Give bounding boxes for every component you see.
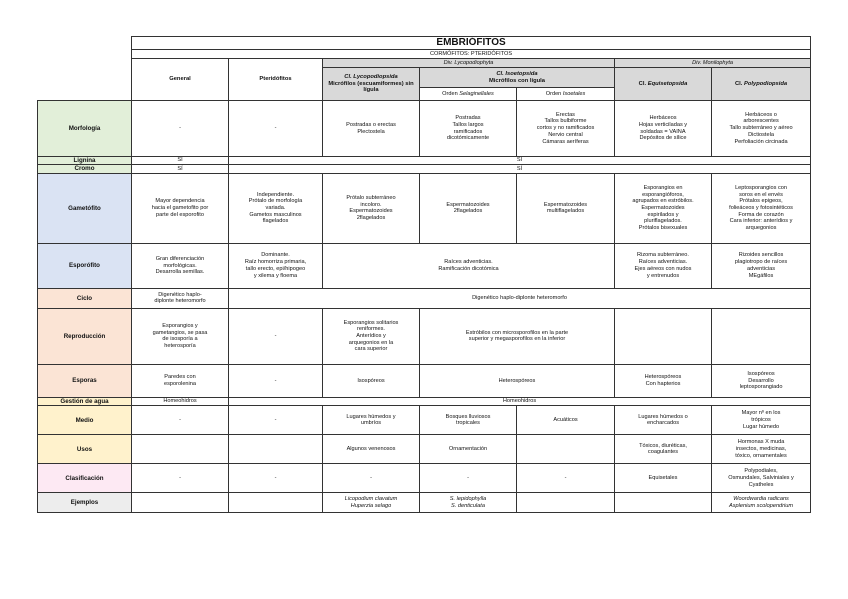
cell-line: Huperzia selago [350, 502, 392, 509]
cell-line: Asplenium scolopendrium [729, 502, 794, 509]
cell-line: flagelados [262, 218, 289, 225]
cell-line: folieáceos y fotosintéticos [729, 205, 793, 212]
cell-line: Erectas [556, 111, 575, 118]
orden-selaginellales: Orden Selaginellales [420, 88, 517, 101]
medio-pterido: - [229, 406, 323, 435]
cell-line: Depósitos de sílice [639, 135, 687, 142]
row-label-esporas: Esporas [38, 364, 132, 397]
cell-line: y entrenudos [646, 272, 680, 279]
reproduccion-poly [712, 308, 811, 364]
cell-line: Prótalo subterráneo [346, 194, 396, 201]
cell-line: Rizoma subterráneo. [637, 252, 689, 259]
table-subtitle: CORMÓFITOS: PTERIDÓFITOS [132, 50, 811, 59]
medio-sela [420, 406, 517, 435]
clasificacion-lyco: - [323, 464, 420, 493]
morfologia-sela [420, 101, 517, 157]
row-morfologia [38, 101, 811, 157]
usos-equi [615, 435, 712, 464]
cell-line: Con hapterios [645, 380, 681, 387]
row-esporas [38, 364, 811, 397]
row-label-morfologia: Morfología [38, 101, 132, 157]
cell-line: Tallo subterráneo y aéreo [729, 125, 793, 132]
cell-line: adventicias [747, 265, 776, 272]
cell-line: tallo erecto, epi/hipogeo [245, 265, 306, 272]
cell-line: diplonte heteromorfo [154, 298, 206, 305]
cell-line: 2flagelados [356, 215, 386, 222]
orden-isoetales: Orden Isoetales [517, 88, 615, 101]
clasificacion-general: - [132, 464, 229, 493]
morfologia-equi [615, 101, 712, 157]
cell-line: Digenético haplo- [158, 291, 202, 298]
cell-line: Estróbilos con microsporofilos en la parte [465, 329, 569, 336]
row-label-usos: Usos [38, 435, 132, 464]
cell-line: de isosporía a [162, 336, 198, 343]
cell-line: Cyatheles [748, 481, 774, 488]
row-reproduccion [38, 308, 811, 364]
cell-line: Paredes con [164, 374, 196, 381]
ciclo-general [132, 288, 229, 308]
row-label-gametofito: Gametófito [38, 173, 132, 243]
clasificacion-equi: Equisetales [615, 464, 712, 493]
ejemplos-lyco [323, 493, 420, 513]
cell-line: Espermatozoides [543, 201, 588, 208]
cell-line: Esporangios y [162, 322, 198, 329]
cell-line: Espermatozoides [349, 208, 393, 215]
cell-line: soldadas = VAINA [640, 128, 686, 135]
ejemplos-equi [615, 493, 712, 513]
morfologia-poly [712, 101, 811, 157]
cell-line: y xilema y floema [253, 272, 298, 279]
cell-line: Ramificación dicotómica [438, 265, 499, 272]
cell-line: Isospóreos [747, 370, 775, 377]
medio-general: - [132, 406, 229, 435]
cell-line: 2flagelados [453, 208, 483, 215]
cell-line: Licopodium clavatum [344, 496, 398, 503]
row-esporofito [38, 243, 811, 288]
cell-line: tóxico, ornamentales [735, 452, 787, 459]
esporas-poly [712, 364, 811, 397]
cell-line: coagulantes [647, 449, 679, 456]
clasificacion-isoe: - [517, 464, 615, 493]
ejemplos-pterido [229, 493, 323, 513]
row-label-cromo: Cromo [38, 165, 132, 173]
cell-line: Bosques lluviosos [445, 413, 491, 420]
cell-line: Dictiostela [748, 131, 774, 138]
cell-line: arborescentes [743, 118, 779, 125]
cell-line: Postradas o erectas [346, 121, 396, 128]
cell-line: Heterospóreos [644, 374, 682, 381]
clasificacion-poly [712, 464, 811, 493]
usos-general [132, 435, 229, 464]
cell-line: incoloro. [360, 201, 382, 208]
cell-line: MEgáfilos [748, 272, 774, 279]
cell-line: Hojas verticiladas y [638, 121, 688, 128]
cell-line: Perfoliación circinada [734, 138, 788, 145]
cell-line: espirilados y [647, 211, 679, 218]
cromo-general: SÍ [132, 165, 229, 173]
cell-line: Desarrolla semillas. [155, 269, 205, 276]
row-ejemplos [38, 493, 811, 513]
row-label-reproduccion: Reproducción [38, 308, 132, 364]
cell-line: S. denticulata [451, 502, 485, 509]
cell-line: Prótalo de morfología [248, 198, 303, 205]
row-agua [38, 397, 811, 405]
cell-line: cortos y no ramificados [536, 125, 595, 132]
cell-line: superior y megasporofilos en la inferior [468, 336, 566, 343]
medio-isoe: Acuáticos [517, 406, 615, 435]
cell-line: cara superior [354, 346, 388, 353]
cell-line: ramificados [453, 128, 483, 135]
cell-line: reniformes. [357, 326, 385, 333]
cell-line: Independiente. [256, 191, 294, 198]
lignina-general: SÍ [132, 157, 229, 165]
col-general: General [132, 59, 229, 101]
table-title: EMBRIÓFITOS [132, 37, 811, 50]
morfologia-general: - [132, 101, 229, 157]
row-label-ciclo: Ciclo [38, 288, 132, 308]
cell-line: tropicales [456, 420, 480, 427]
ejemplos-sela [420, 493, 517, 513]
ejemplos-poly [712, 493, 811, 513]
usos-pterido [229, 435, 323, 464]
cell-line: Cámaras aeríferas [542, 138, 589, 145]
cell-line: arquegonios en la [348, 339, 394, 346]
cell-line: esporangióforos, [642, 191, 684, 198]
morfologia-pterido: - [229, 101, 323, 157]
gametofito-lyco [323, 173, 420, 243]
row-gametofito [38, 173, 811, 243]
ejemplos-isoe [517, 493, 615, 513]
reproduccion-lyco [323, 308, 420, 364]
cl-equisetopsida: Cl. Equisetopsida [615, 68, 712, 101]
cell-line: Lugares húmedos y [346, 413, 396, 420]
cell-line: Hormonas X muda [737, 439, 785, 446]
usos-poly [712, 435, 811, 464]
cell-line: Ejes aéreos con nudos [634, 265, 692, 272]
usos-lyco: Algunos venenosos [323, 435, 420, 464]
cromo-rest: SÍ [229, 165, 811, 173]
row-label-lignina: Lignina [38, 157, 132, 165]
clasificacion-sela: - [420, 464, 517, 493]
cell-line: Forma de corazón [738, 211, 784, 218]
esporofito-equi [615, 243, 712, 288]
cell-line: S. lepidophylla [449, 496, 487, 503]
ciclo-rest: Digenético haplo-diplonte heteromorfo [229, 288, 811, 308]
lignina-rest: SÍ [229, 157, 811, 165]
cell-line: esporolenina [163, 380, 197, 387]
ejemplos-general [132, 493, 229, 513]
cell-line: Osmundales, Salviniales y [728, 474, 794, 481]
cell-line: multiflagelados [546, 208, 585, 215]
cl-lycopodiopsida: Cl. Lycopodiopsida Micrófilos (escuamiformes) sin lígula [323, 68, 420, 101]
esporofito-pterido [229, 243, 323, 288]
gametofito-general [132, 173, 229, 243]
cell-line: Prótalos bisexuales [638, 225, 688, 232]
clasificacion-pterido: - [229, 464, 323, 493]
morfologia-isoe [517, 101, 615, 157]
cell-line: Espermatozoides [641, 205, 685, 212]
cell-line: variada. [265, 205, 286, 212]
row-ciclo [38, 288, 811, 308]
agua-general: Homeohidros [132, 397, 229, 405]
morfologia-lyco [323, 101, 420, 157]
row-label-agua: Gestión de agua [38, 397, 132, 405]
cell-line: pluriflagelados. [644, 218, 682, 225]
medio-equi [615, 406, 712, 435]
cell-line: soros en el envés [739, 191, 783, 198]
cl-isoetopsida: Cl. Isoetopsida Micrófilos con lígula [420, 68, 615, 88]
cell-line: hacia el gametofito por [151, 205, 209, 212]
cell-line: Esporangios en [643, 184, 683, 191]
cell-line: Raíces adventicias. [638, 259, 688, 266]
cl-polypodiopsida: Cl. Polypodiopsida [712, 68, 811, 101]
cell-line: Nervio central [548, 131, 583, 138]
cell-line: Leptosporangios con [735, 184, 787, 191]
cell-line: agrupados en estróbilos. [632, 198, 694, 205]
cell-line: Polypodiales, [744, 468, 778, 475]
esporas-pterido: - [229, 364, 323, 397]
reproduccion-equi [615, 308, 712, 364]
cell-line: Tallos largos [452, 121, 484, 128]
col-pteridofitos: Pteridófitos [229, 59, 323, 101]
medio-poly [712, 406, 811, 435]
div-monilophyta: Div. Monilophyta [615, 59, 811, 68]
esporas-iso: Heterospóreos [420, 364, 615, 397]
cell-line: Esporangios solitarios [343, 319, 399, 326]
esporas-general [132, 364, 229, 397]
agua-rest: Homeohidros [229, 397, 811, 405]
esporofito-poly [712, 243, 811, 288]
reproduccion-pterido: - [229, 308, 323, 364]
cell-line: Mayor dependencia [155, 198, 205, 205]
reproduccion-general [132, 308, 229, 364]
div-lycopodiophyta: Div. Lycopodiophyta [323, 59, 615, 68]
cell-line: heterosporía [164, 343, 196, 350]
usos-isoe [517, 435, 615, 464]
cell-line: morfológicas. [163, 262, 197, 269]
cell-line: Raíces adventicias. [444, 259, 493, 266]
cell-line: arquegonios [745, 225, 777, 232]
cell-line: parte del esporofito [156, 211, 204, 218]
cell-line: Espermatozoides [446, 201, 490, 208]
gametofito-pterido [229, 173, 323, 243]
gametofito-equi [615, 173, 712, 243]
cell-line: trópicos [751, 416, 771, 423]
cell-line: Prótalos epigeos, [739, 198, 783, 205]
cell-line: Dominante. [261, 252, 290, 259]
row-label-ejemplos: Ejemplos [38, 493, 132, 513]
cell-line: Mayor nº en los [741, 410, 781, 417]
row-cromo [38, 165, 811, 173]
esporas-equi [615, 364, 712, 397]
embriofitos-table [37, 36, 811, 513]
cell-line: Herbáceos o [745, 111, 777, 118]
cell-line: Raíz homorriza primaria, [244, 259, 307, 266]
cell-line: Gran diferenciación [155, 255, 205, 262]
row-label-esporofito: Esporófito [38, 243, 132, 288]
cell-line: gametangios, se pasa [152, 329, 208, 336]
esporofito-lyco-iso [323, 243, 615, 288]
cell-line: Lugar húmedo [743, 423, 780, 430]
medio-lyco [323, 406, 420, 435]
cell-line: Tallos bulbiforme [544, 118, 587, 125]
reproduccion-iso [420, 308, 615, 364]
cell-line: Plectostela [357, 128, 385, 135]
row-medio [38, 406, 811, 435]
cell-line: Anterídios y [356, 333, 386, 340]
gametofito-sela [420, 173, 517, 243]
cell-line: encharcados [646, 420, 680, 427]
esporas-lyco: Isospóreos [323, 364, 420, 397]
row-label-medio: Medio [38, 406, 132, 435]
cell-line: Herbáceos [649, 115, 677, 122]
cell-line: Desarrollo [748, 377, 774, 384]
cell-line: Lugares húmedos o [638, 413, 688, 420]
row-usos [38, 435, 811, 464]
esporofito-general [132, 243, 229, 288]
cell-line: leptosporangiado [739, 384, 783, 391]
cell-line: Tóxicos, diuréticas, [639, 442, 687, 449]
cell-line: plagiotropo de raíces [734, 259, 788, 266]
gametofito-poly [712, 173, 811, 243]
cell-line: Cara inferior: anterídios y [729, 218, 793, 225]
row-lignina [38, 157, 811, 165]
cell-line: Woordwardia radicans [733, 496, 789, 503]
cell-line: dicotómicamente [446, 135, 490, 142]
cell-line: Rizoides sencillos [738, 252, 784, 259]
row-label-clasificacion: Clasificación [38, 464, 132, 493]
gametofito-isoe [517, 173, 615, 243]
usos-sela: Ornamentación [420, 435, 517, 464]
cell-line: insectos, medicinas, [735, 445, 787, 452]
row-clasificacion [38, 464, 811, 493]
cell-line: Gametos masculinos [249, 211, 302, 218]
cell-line: Postradas [455, 115, 481, 122]
cell-line: umbríos [360, 420, 382, 427]
